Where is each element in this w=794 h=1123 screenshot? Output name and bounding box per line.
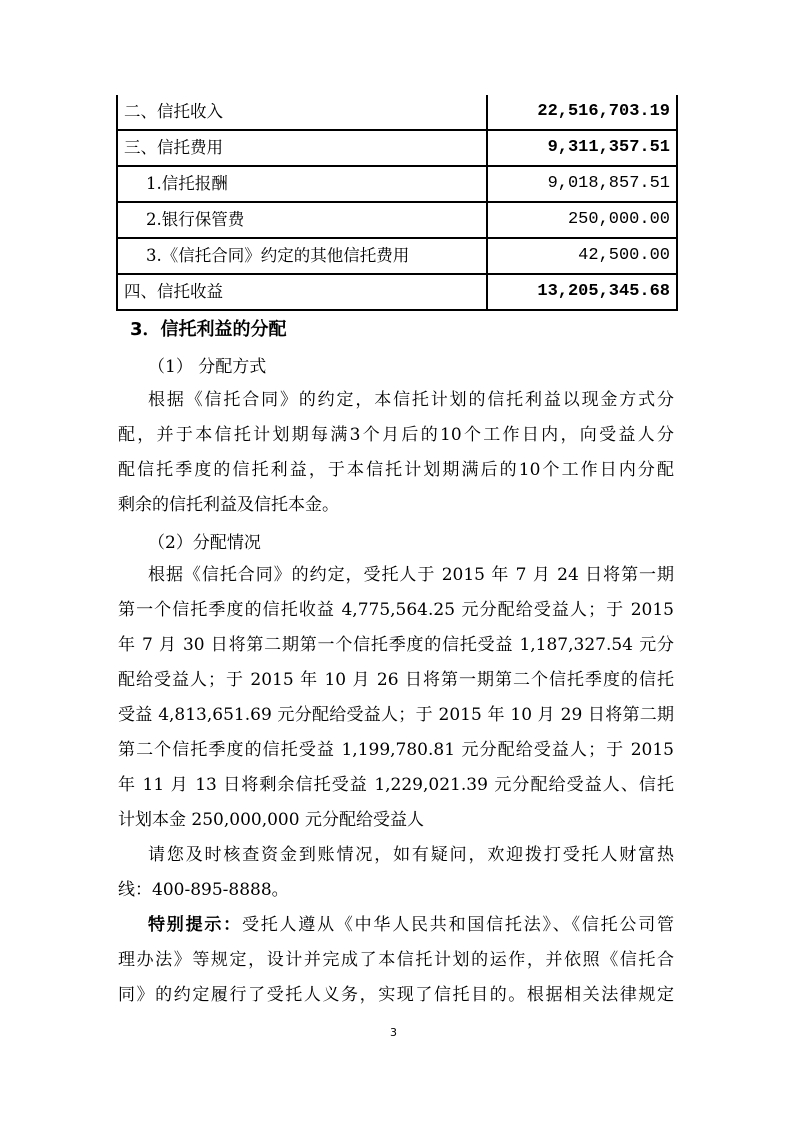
row-value: 42,500.00 bbox=[487, 238, 677, 274]
paragraph-line: 同》的约定履行了受托人义务，实现了信托目的。根据相关法律规定 bbox=[118, 985, 674, 1005]
paragraph-line: 根据《信托合同》的约定，受托人于 2015 年 7 月 24 日将第一期 bbox=[148, 565, 674, 585]
table-row bbox=[117, 274, 677, 310]
row-value: 13,205,345.68 bbox=[487, 274, 677, 310]
paragraph-line: 第一个信托季度的信托收益 4,775,564.25 元分配给受益人；于 2015 bbox=[118, 600, 674, 620]
row-label: 四、信托收益 bbox=[117, 274, 487, 310]
row-value: 9,018,857.51 bbox=[487, 166, 677, 202]
row-label: 1.信托报酬 bbox=[117, 166, 487, 202]
paragraph-line: 年 11 月 13 日将剩余信托受益 1,229,021.39 元分配给受益人、信托 bbox=[118, 775, 674, 795]
table-row bbox=[117, 238, 677, 274]
row-value: 9,311,357.51 bbox=[487, 130, 677, 166]
paragraph-line: 配，并于本信托计划期每满3个月后的10个工作日内，向受益人分 bbox=[118, 425, 674, 445]
paragraph-line: 配给受益人；于 2015 年 10 月 26 日将第一期第二个信托季度的信托 bbox=[118, 670, 674, 690]
page-number: 3 bbox=[390, 1026, 397, 1039]
row-label: 3.《信托合同》约定的其他信托费用 bbox=[117, 238, 487, 274]
paragraph-line: 剩余的信托利益及信托本金。 bbox=[118, 495, 339, 515]
subheading-distribution-method: （1） 分配方式 bbox=[148, 357, 267, 377]
special-notice-line bbox=[148, 913, 674, 937]
special-notice-label: 特别提示： bbox=[148, 915, 242, 935]
paragraph-line: 受益 4,813,651.69 元分配给受益人；于 2015 年 10 月 29 日将第二期 bbox=[118, 705, 674, 725]
table-row bbox=[117, 95, 677, 130]
paragraph-line: 计划本金 250,000,000 元分配给受益人 bbox=[118, 810, 424, 830]
trust-income-table bbox=[116, 95, 678, 311]
paragraph-line: 第二个信托季度的信托受益 1,199,780.81 元分配给受益人；于 2015 bbox=[118, 740, 674, 760]
paragraph-line: 配信托季度的信托利益，于本信托计划期满后的10个工作日内分配 bbox=[118, 460, 674, 480]
paragraph-line: 年 7 月 30 日将第二期第一个信托季度的信托受益 1,187,327.54 元分 bbox=[118, 635, 674, 655]
subheading-distribution-status: （2）分配情况 bbox=[148, 533, 261, 553]
row-label: 2.银行保管费 bbox=[117, 202, 487, 238]
special-notice-text: 受托人遵从《中华人民共和国信托法》、《信托公司管 bbox=[241, 915, 675, 935]
table-row bbox=[117, 166, 677, 202]
row-value: 250,000.00 bbox=[487, 202, 677, 238]
row-value: 22,516,703.19 bbox=[487, 95, 677, 130]
section-heading: 3．信托利益的分配 bbox=[130, 319, 287, 340]
paragraph-line: 请您及时核查资金到账情况，如有疑问，欢迎拨打受托人财富热 bbox=[148, 845, 674, 865]
table-row bbox=[117, 202, 677, 238]
paragraph-line: 根据《信托合同》的约定，本信托计划的信托利益以现金方式分 bbox=[148, 390, 674, 410]
table-row bbox=[117, 130, 677, 166]
row-label: 二、信托收入 bbox=[117, 95, 487, 130]
row-label: 三、信托费用 bbox=[117, 130, 487, 166]
paragraph-line: 理办法》等规定，设计并完成了本信托计划的运作，并依照《信托合 bbox=[118, 950, 674, 970]
paragraph-line: 线：400-895-8888。 bbox=[118, 880, 289, 900]
